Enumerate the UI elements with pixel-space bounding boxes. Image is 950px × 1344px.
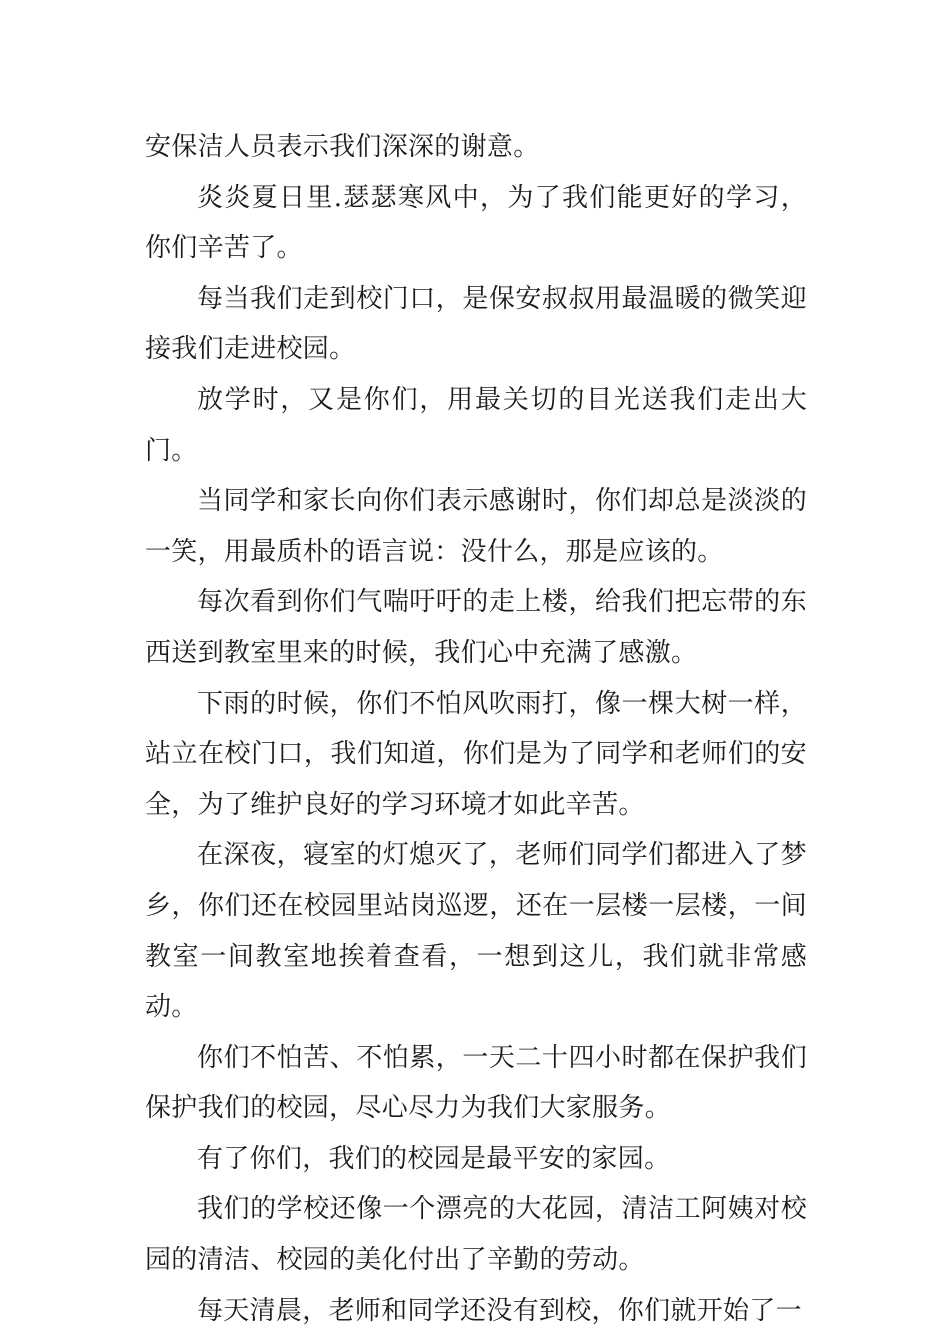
document-body [145,122,807,1336]
paragraph-continued: 安保洁人员表示我们深深的谢意。 [145,132,540,162]
paragraph: 每天清晨，老师和同学还没有到校，你们就开始了一 [197,1295,802,1326]
paragraph: 每次看到你们气喘吁吁的走上楼，给我们把忘带的东西送到教室里来的时候，我们心中充满了感激。 [145,587,807,668]
paragraph: 有了你们，我们的校园是最平安的家园。 [197,1143,671,1174]
paragraph: 当同学和家长向你们表示感谢时，你们却总是淡淡的一笑，用最质朴的语言说：没什么，那是应该的。 [145,486,807,567]
paragraph: 放学时，又是你们，用最关切的目光送我们走出大门。 [145,384,807,466]
paragraph: 炎炎夏日里.瑟瑟寒风中，为了我们能更好的学习，你们辛苦了。 [145,182,807,264]
paragraph: 下雨的时候，你们不怕风吹雨打，像一棵大树一样，站立在校门口，我们知道，你们是为了同学和老师们的安全，为了维护良好的学习环境才如此辛苦。 [145,688,807,820]
paragraph: 每当我们走到校门口，是保安叔叔用最温暖的微笑迎接我们走进校园。 [145,283,807,365]
paragraph: 我们的学校还像一个漂亮的大花园，清洁工阿姨对校园的清洁、校园的美化付出了辛勤的劳动。 [145,1194,807,1276]
paragraph: 你们不怕苦、不怕累，一天二十四小时都在保护我们保护我们的校园，尽心尽力为我们大家服务。 [145,1042,807,1124]
paragraph: 在深夜，寝室的灯熄灭了，老师们同学们都进入了梦乡，你们还在校园里站岗巡逻，还在一层楼一层楼，一间教室一间教室地挨着查看，一想到这儿，我们就非常感动。 [145,840,807,1023]
